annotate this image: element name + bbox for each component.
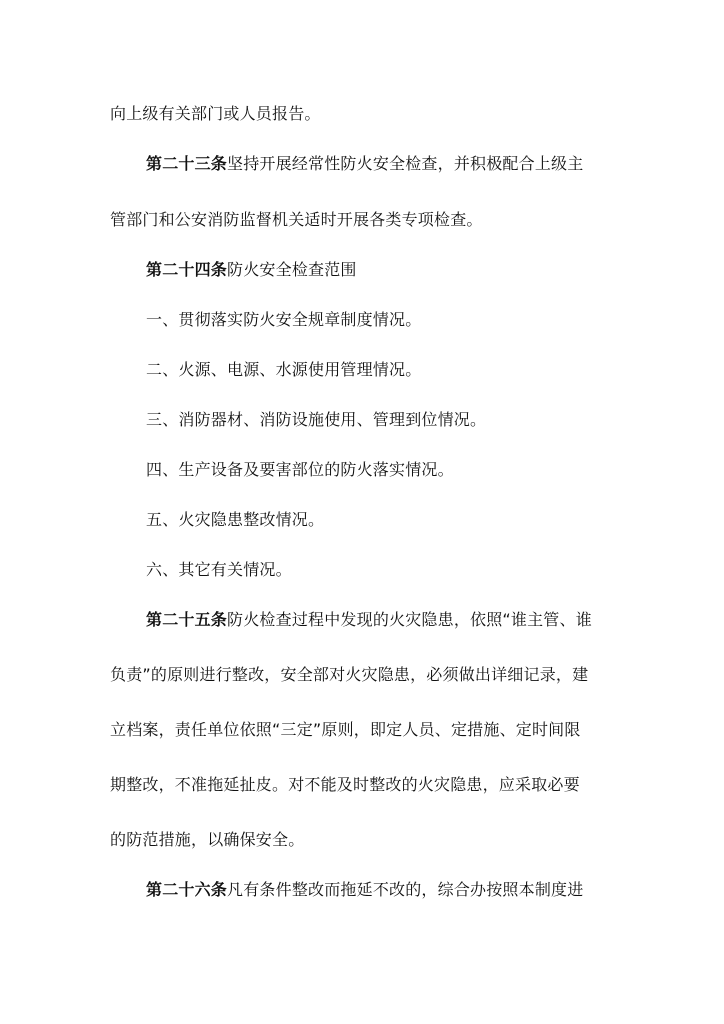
article-number: 第二十三条 (146, 154, 228, 173)
list-item-text: 二、火源、电源、水源使用管理情况。 (146, 360, 422, 379)
text-line (110, 830, 620, 850)
list-item (146, 360, 620, 380)
article-text: 坚持开展经常性防火安全检查，并积极配合上级主 (227, 154, 584, 173)
article-23-heading-line (146, 154, 620, 174)
article-24-heading-line (146, 260, 620, 280)
text-line (110, 104, 620, 124)
list-item (146, 310, 620, 330)
list-item-text: 四、生产设备及要害部位的防火落实情况。 (146, 460, 454, 479)
list-item-text: 六、其它有关情况。 (146, 560, 292, 579)
article-text: 防火安全检查范围 (227, 260, 357, 279)
text-line (110, 775, 620, 795)
text-line (110, 665, 620, 685)
article-text: 防火检查过程中发现的火灾隐患，依照“谁主管、谁 (227, 610, 592, 629)
article-number: 第二十五条 (146, 610, 228, 629)
text-line (110, 720, 620, 740)
list-item-text: 三、消防器材、消防设施使用、管理到位情况。 (146, 410, 487, 429)
article-number: 第二十四条 (146, 260, 228, 279)
article-text: 凡有条件整改而拖延不改的，综合办按照本制度进 (227, 880, 584, 899)
list-item-text: 五、火灾隐患整改情况。 (146, 510, 325, 529)
list-item (146, 560, 620, 580)
line-text: 立档案，责任单位依照“三定”原则，即定人员、定措施、定时间限 (110, 720, 581, 739)
line-text: 负责”的原则进行整改，安全部对火灾隐患，必须做出详细记录，建 (110, 665, 589, 684)
line-text: 向上级有关部门或人员报告。 (110, 104, 321, 123)
list-item (146, 460, 620, 480)
text-line (110, 210, 620, 230)
line-text: 期整改，不准拖延扯皮。对不能及时整改的火灾隐患，应采取必要 (110, 775, 580, 794)
list-item (146, 410, 620, 430)
article-25-heading-line (146, 610, 620, 630)
line-text: 的防范措施，以确保安全。 (110, 830, 305, 849)
article-number: 第二十六条 (146, 880, 228, 899)
article-26-heading-line (146, 880, 620, 900)
list-item (146, 510, 620, 530)
list-item-text: 一、贯彻落实防火安全规章制度情况。 (146, 310, 422, 329)
line-text: 管部门和公安消防监督机关适时开展各类专项检查。 (110, 210, 483, 229)
